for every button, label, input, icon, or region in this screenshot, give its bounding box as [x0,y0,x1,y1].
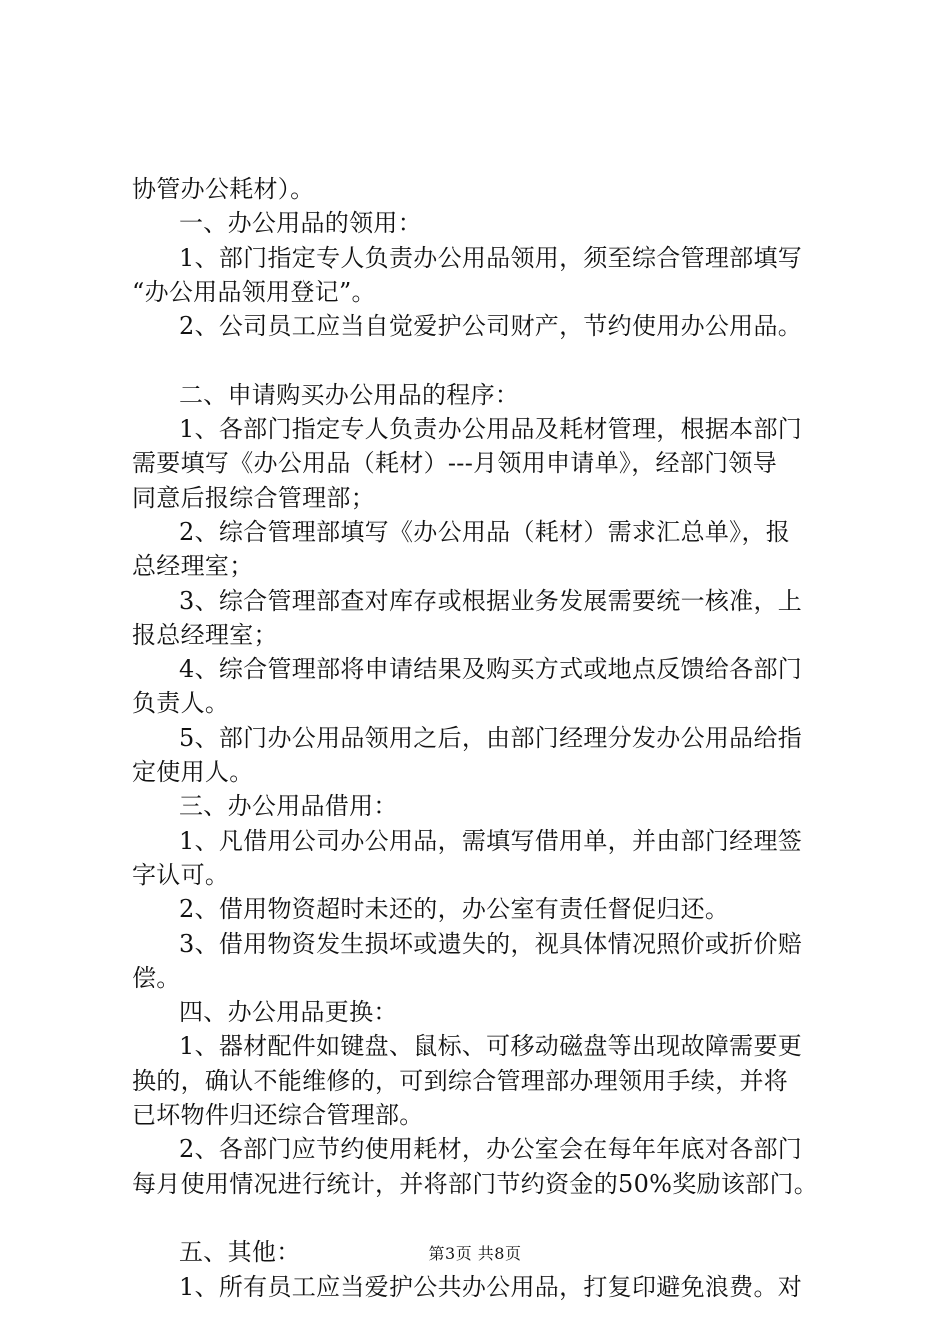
document-body [132,172,832,1304]
text-line: 三、办公用品借用： [179,792,398,821]
blank-line [132,343,832,377]
text-line: 报总经理室； [132,620,278,649]
text-line: 定使用人。 [132,758,254,787]
text-line: 五、其他： [179,1238,301,1267]
text-line: 5、部门办公用品领用之后，由部门经理分发办公用品给指 [179,723,803,752]
text-line: 2、综合管理部填写《办公用品（耗材）需求汇总单》，报 [179,517,791,546]
text-line: 2、借用物资超时未还的，办公室有责任督促归还。 [179,895,730,924]
text-line: 1、所有员工应当爱护公共办公用品，打复印避免浪费。对 [179,1272,803,1301]
page-footer: 第3页 共8页 [428,1244,522,1263]
text-line: 总经理室； [132,552,254,581]
text-line: 负责人。 [132,689,230,718]
text-line: “办公用品领用登记”。 [132,277,376,306]
blank-line [132,1201,832,1235]
text-line: 已坏物件归还综合管理部。 [132,1101,424,1130]
text-line: 协管办公耗材）。 [132,175,315,203]
text-line: 4、综合管理部将申请结果及购买方式或地点反馈给各部门 [179,655,803,684]
text-line: 1、凡借用公司办公用品，需填写借用单，并由部门经理签 [179,826,803,855]
text-line: 同意后报综合管理部； [132,483,375,512]
text-line: 1、器材配件如键盘、鼠标、可移动磁盘等出现故障需要更 [179,1032,803,1061]
text-line: 2、各部门应节约使用耗材，办公室会在每年年底对各部门 [179,1135,803,1164]
text-line: 一、办公用品的领用： [179,209,422,238]
text-line: 1、各部门指定专人负责办公用品及耗材管理，根据本部门 [179,415,803,444]
text-line: 3、综合管理部查对库存或根据业务发展需要统一核准，上 [179,586,803,615]
text-line: 每月使用情况进行统计，并将部门节约资金的50%奖励该部门。 [132,1169,819,1198]
text-line: 换的，确认不能维修的，可到综合管理部办理领用手续，并将 [132,1066,789,1095]
text-line: 1、部门指定专人负责办公用品领用，须至综合管理部填写 [179,243,803,272]
text-line: 字认可。 [132,860,230,889]
text-line: 四、办公用品更换： [179,998,398,1027]
text-line: 2、公司员工应当自觉爱护公司财产，节约使用办公用品。 [179,312,803,341]
text-line: 需要填写《办公用品（耗材）---月领用申请单》，经部门领导 [132,449,778,478]
text-line: 3、借用物资发生损坏或遗失的，视具体情况照价或折价赔 [179,929,803,958]
text-line: 偿。 [132,963,181,992]
text-line: 二、申请购买办公用品的程序： [179,380,520,409]
